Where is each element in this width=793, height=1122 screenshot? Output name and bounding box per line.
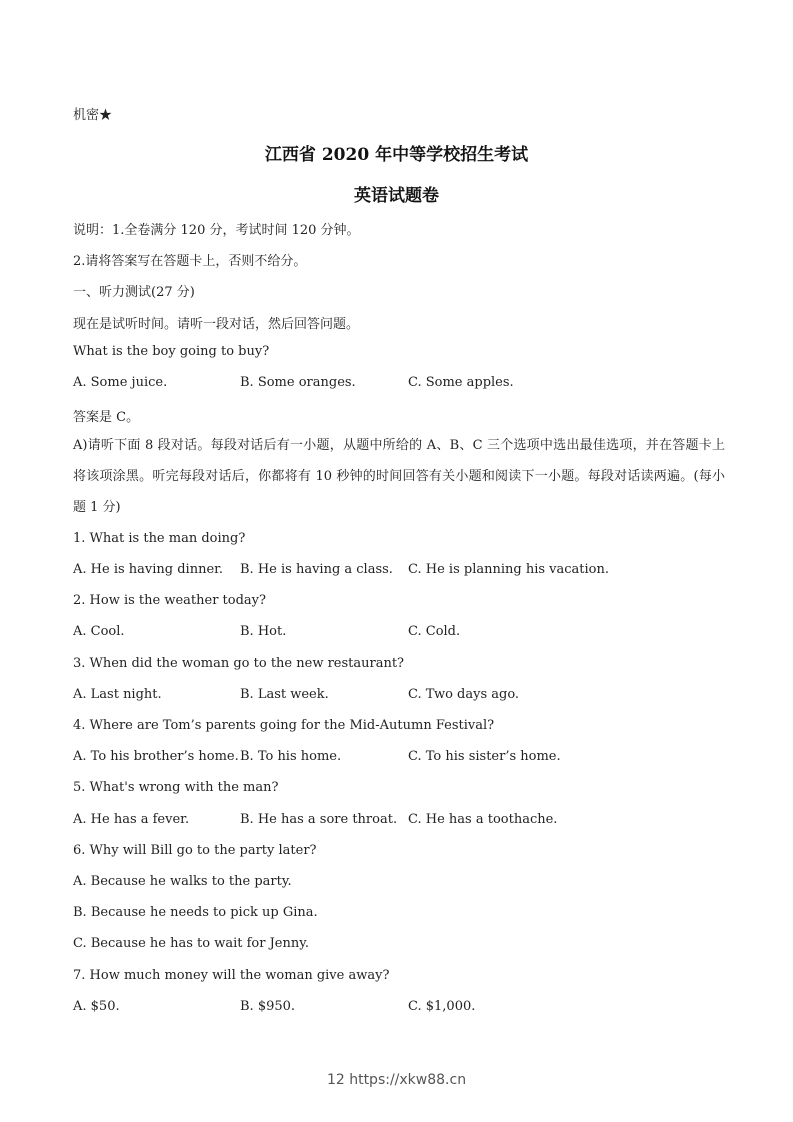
trial-question: What is the boy going to buy?	[73, 344, 270, 359]
q4-option-b: B. To his home.	[240, 749, 342, 764]
question-5: 5. What's wrong with the man?	[73, 780, 279, 795]
q6-option-a: A. Because he walks to the party.	[73, 874, 292, 889]
q3-option-b: B. Last week.	[240, 687, 329, 702]
section-heading: 一、听力测试(27 分)	[73, 285, 195, 300]
trial-intro: 现在是试听时间。请听一段对话，然后回答问题。	[73, 317, 360, 332]
question-7: 7. How much money will the woman give away?	[73, 968, 390, 983]
note-line-1: 说明：1.全卷满分 120 分，考试时间 120 分钟。	[73, 223, 360, 238]
question-6: 6. Why will Bill go to the party later?	[73, 843, 317, 858]
q7-option-c: C. $1,000.	[408, 999, 476, 1014]
page-footer: 12 https://xkw88.cn	[326, 1072, 467, 1088]
q1-option-b: B. He is having a class.	[240, 562, 393, 577]
trial-answer: 答案是 C。	[73, 410, 140, 425]
q2-option-a: A. Cool.	[73, 624, 125, 639]
part-a-instructions: A)请听下面 8 段对话。每段对话后有一小题，从题中所给的 A、B、C 三个选项中选出最佳选项，并在答题卡上将该项涂黑。听完每段对话后，你都将有 10 秒钟的时间回答有关小题和阅读下一小题。每段对话读两遍。(每小题 1 分)	[73, 438, 725, 515]
q3-option-a: A. Last night.	[73, 687, 162, 702]
q2-option-c: C. Cold.	[408, 624, 461, 639]
q4-option-c: C. To his sister’s home.	[408, 749, 561, 764]
q5-option-b: B. He has a sore throat.	[240, 812, 398, 827]
question-2: 2. How is the weather today?	[73, 593, 266, 608]
q5-option-c: C. He has a toothache.	[408, 812, 558, 827]
trial-option-a: A. Some juice.	[73, 375, 168, 390]
trial-option-b: B. Some oranges.	[240, 375, 356, 390]
trial-option-c: C. Some apples.	[408, 375, 514, 390]
q6-option-c: C. Because he has to wait for Jenny.	[73, 936, 309, 951]
q1-option-a: A. He is having dinner.	[73, 562, 224, 577]
confidential-mark: 机密★	[73, 108, 113, 123]
q1-option-c: C. He is planning his vacation.	[408, 562, 610, 577]
question-4: 4. Where are Tom’s parents going for the Mid-Autumn Festival?	[73, 718, 495, 733]
q6-option-b: B. Because he needs to pick up Gina.	[73, 905, 318, 920]
note-line-2: 2.请将答案写在答题卡上，否则不给分。	[73, 254, 307, 269]
q2-option-b: B. Hot.	[240, 624, 287, 639]
page-title: 江西省 2020 年中等学校招生考试	[264, 145, 529, 165]
question-3: 3. When did the woman go to the new restaurant?	[73, 656, 405, 671]
q3-option-c: C. Two days ago.	[408, 687, 520, 702]
q7-option-a: A. $50.	[73, 999, 120, 1014]
question-1: 1. What is the man doing?	[73, 531, 246, 546]
page-subtitle: 英语试题卷	[354, 186, 439, 206]
q5-option-a: A. He has a fever.	[73, 812, 190, 827]
q4-option-a: A. To his brother’s home.	[73, 749, 239, 764]
q7-option-b: B. $950.	[240, 999, 296, 1014]
